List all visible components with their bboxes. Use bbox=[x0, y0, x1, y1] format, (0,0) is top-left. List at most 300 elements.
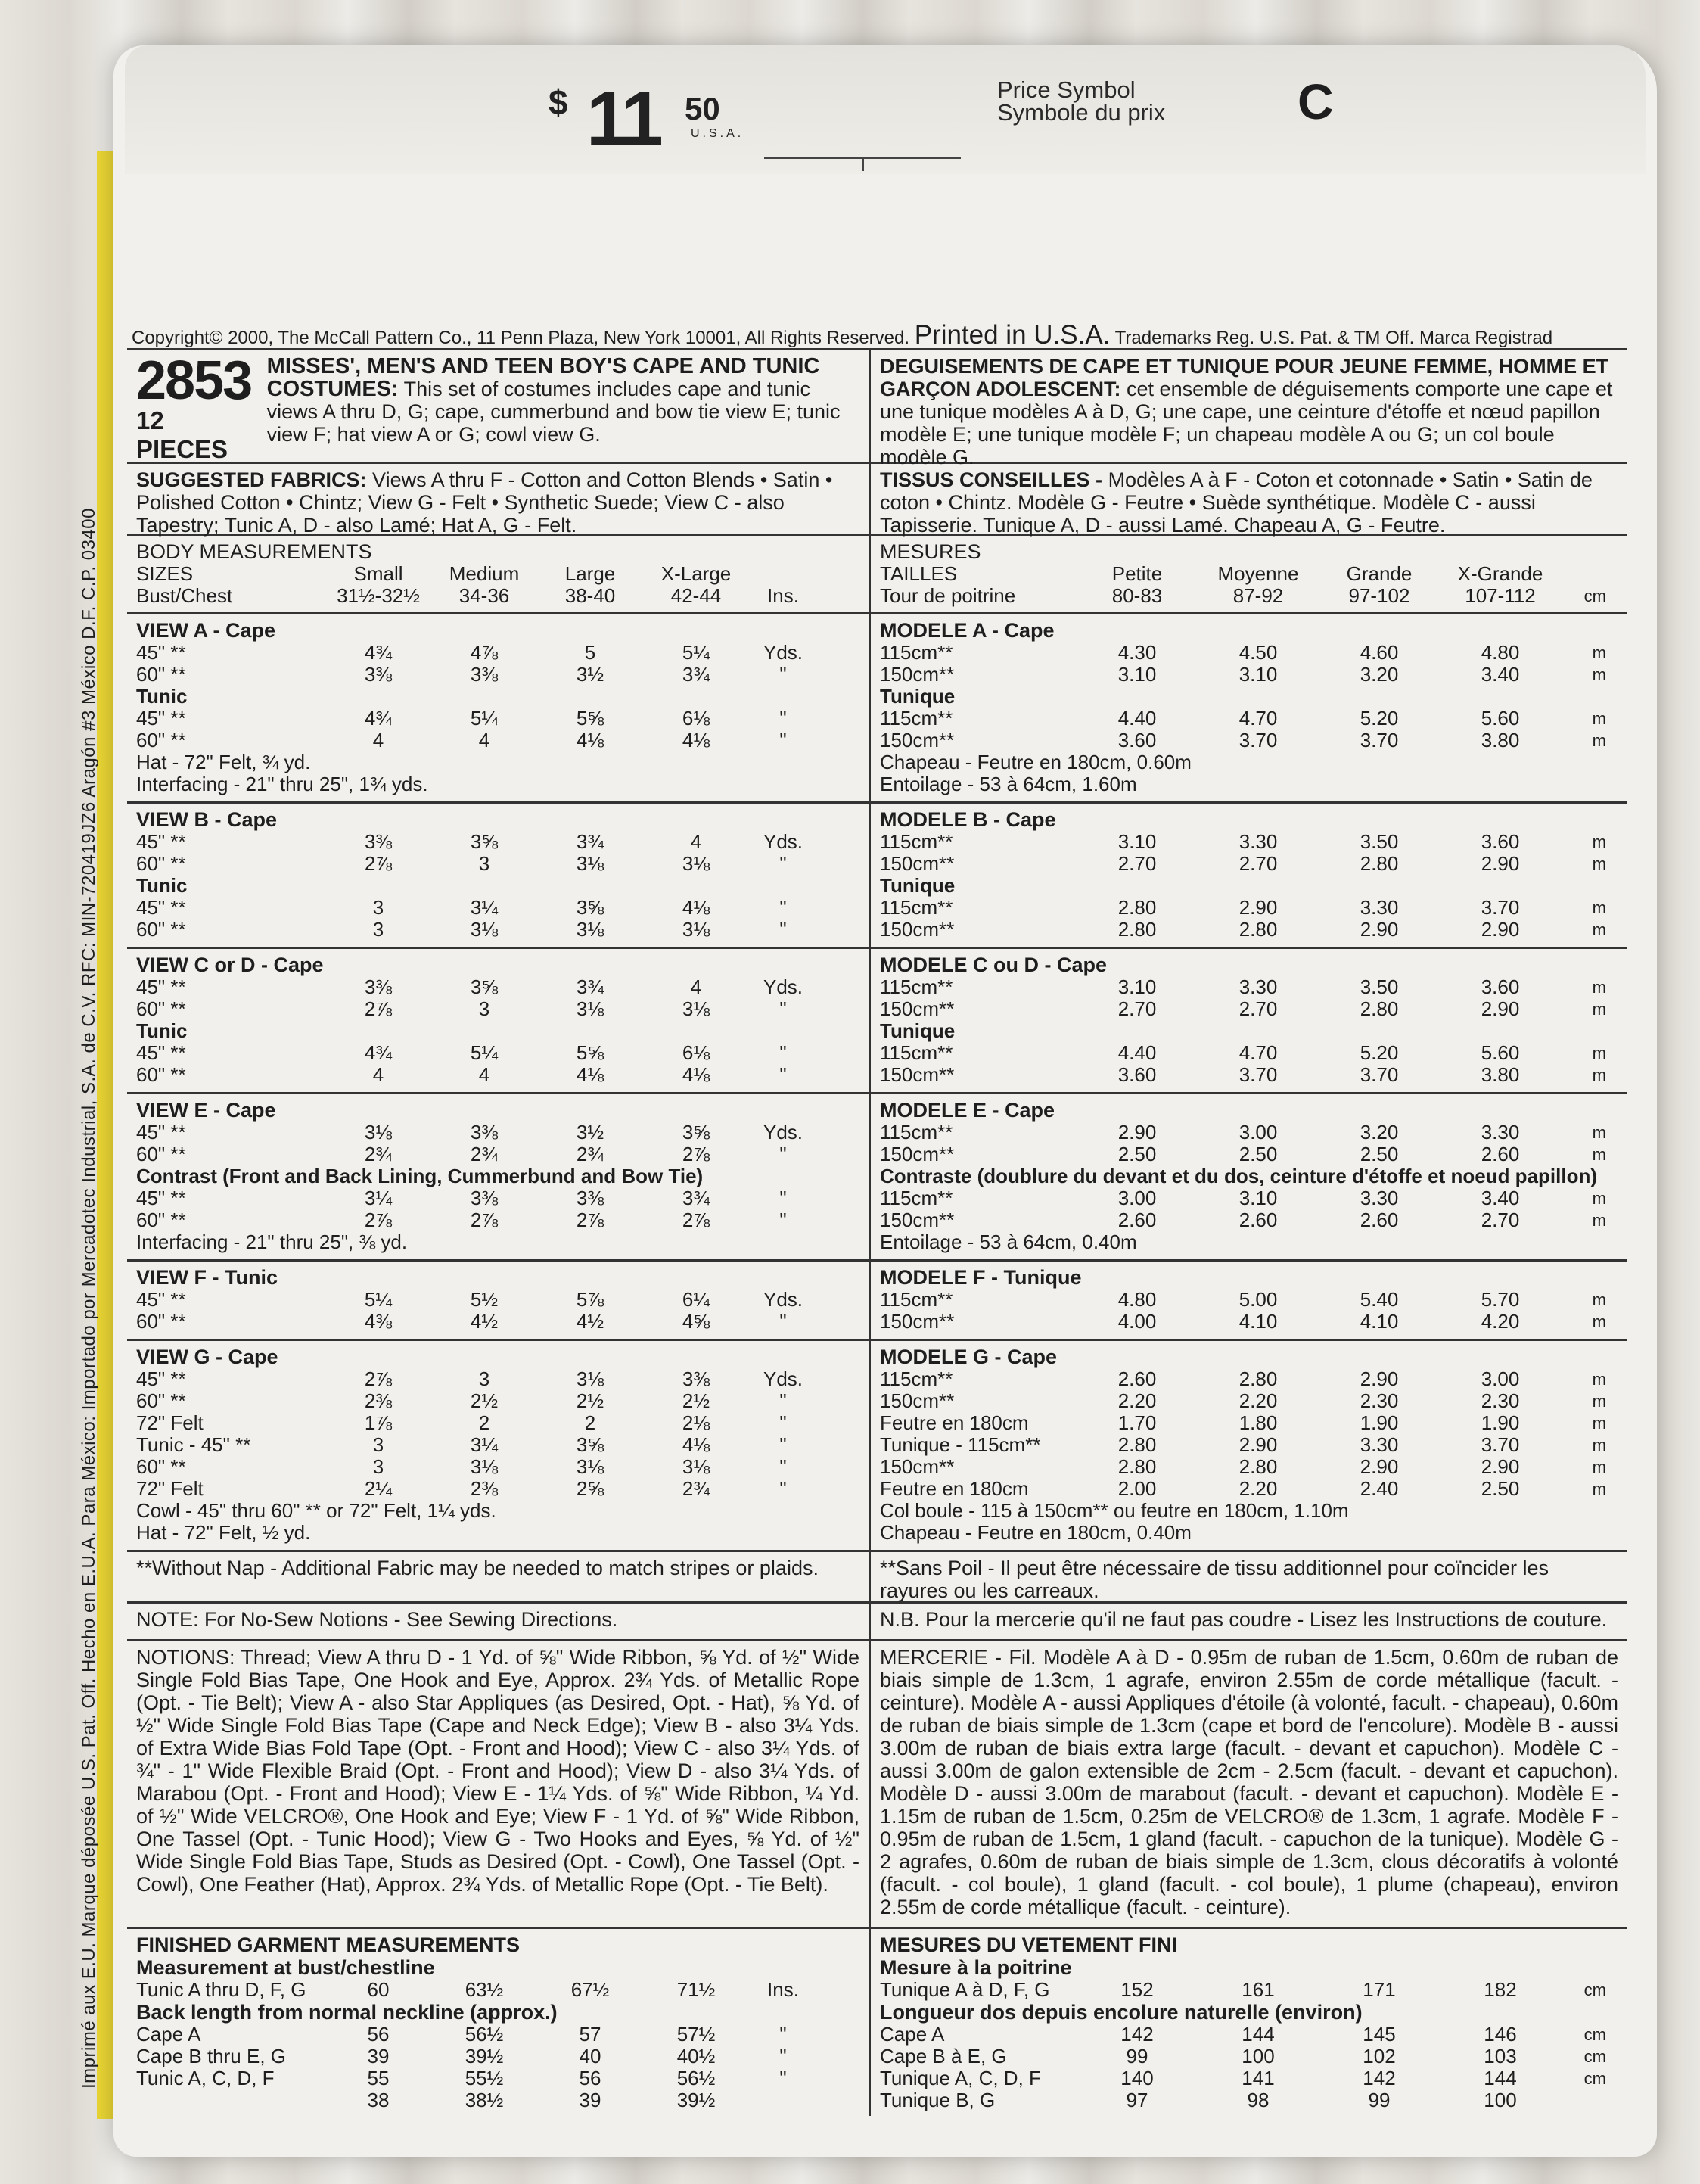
row-label: 60" ** bbox=[136, 852, 186, 875]
unit-label: Ins. bbox=[767, 584, 799, 607]
row-unit: " bbox=[779, 1455, 787, 1478]
row-value: 4.70 bbox=[1238, 707, 1278, 730]
printed-in: Printed in U.S.A. bbox=[914, 320, 1111, 350]
row-value: 3½ bbox=[576, 663, 604, 686]
row-unit: m bbox=[1592, 832, 1606, 851]
row-label: Contrast (Front and Back Lining, Cummerbund and Bow Tie) bbox=[136, 1165, 704, 1187]
row-value: 3 bbox=[372, 918, 384, 941]
row-label: 115cm** bbox=[880, 707, 953, 730]
table-row bbox=[136, 2089, 859, 2111]
table-row bbox=[880, 1390, 1618, 1412]
row-value: 39½ bbox=[465, 2045, 504, 2067]
row-value: 2⅞ bbox=[682, 1143, 710, 1165]
table-row bbox=[136, 686, 859, 708]
view-note: Entoilage - 53 à 64cm, 1.60m bbox=[880, 773, 1137, 795]
view-note: Entoilage - 53 à 64cm, 0.40m bbox=[880, 1230, 1137, 1253]
table-row bbox=[880, 1289, 1618, 1311]
row-label: 115cm** bbox=[880, 1121, 953, 1143]
row-value: 3.70 bbox=[1360, 1063, 1399, 1086]
row-unit: " bbox=[779, 1433, 787, 1456]
row-value: 4⅝ bbox=[682, 1310, 710, 1333]
row-label: 115cm** bbox=[880, 975, 953, 998]
view-block bbox=[871, 1262, 1627, 1341]
row-unit: m bbox=[1592, 1392, 1606, 1411]
row-value: 3⅜ bbox=[364, 663, 393, 686]
mesures-label: MESURES bbox=[880, 540, 981, 563]
row-value: 3 bbox=[478, 997, 490, 1020]
row-value: 3⅛ bbox=[576, 852, 604, 875]
table-row bbox=[880, 1165, 1618, 1187]
row-value: 5¼ bbox=[470, 707, 499, 730]
row-unit: m bbox=[1592, 1123, 1606, 1142]
row-unit: Yds. bbox=[763, 1367, 803, 1390]
table-row bbox=[880, 1064, 1618, 1086]
copyright-text: Copyright© 2000, The McCall Pattern Co., 11 Penn Plaza, New York 10001, All Rights Reserved. bbox=[132, 328, 910, 348]
row-value: 38½ bbox=[465, 2089, 504, 2111]
row-value: 3.30 bbox=[1481, 1121, 1520, 1143]
row-value: 2.90 bbox=[1117, 1121, 1157, 1143]
row-value: 2.80 bbox=[1238, 918, 1278, 941]
row-unit: " bbox=[779, 2045, 787, 2067]
row-value: 2½ bbox=[682, 1389, 710, 1412]
row-value: 3⅜ bbox=[576, 1187, 604, 1209]
row-unit: m bbox=[1592, 920, 1606, 939]
table-row bbox=[136, 1979, 859, 2001]
row-unit: m bbox=[1592, 1044, 1606, 1062]
table-row bbox=[880, 708, 1618, 730]
view-block bbox=[127, 614, 869, 804]
view-block bbox=[871, 804, 1627, 949]
row-value: 2.40 bbox=[1360, 1477, 1399, 1500]
row-label: 72" Felt bbox=[136, 1477, 204, 1500]
row-value: 161 bbox=[1242, 1978, 1275, 2001]
row-value: 6⅛ bbox=[682, 1041, 710, 1064]
row-value: 3.00 bbox=[1117, 1187, 1157, 1209]
row-label: Tunic bbox=[136, 1019, 188, 1042]
row-unit: m bbox=[1592, 1370, 1606, 1389]
row-unit: Yds. bbox=[763, 1288, 803, 1311]
row-value: 5.20 bbox=[1360, 707, 1399, 730]
row-value: 3 bbox=[478, 1367, 490, 1390]
row-label: Tunic A, C, D, F bbox=[136, 2067, 275, 2089]
row-value: 3.30 bbox=[1238, 830, 1278, 853]
fabrics-en: Views A thru F - Cotton and Cotton Blends • Satin • Polished Cotton • Chintz; View G - Felt • Synthetic Suede; View C - also Tapestry; Tunic A, D - also Lamé; Hat A, G - Felt. bbox=[136, 468, 833, 537]
row-value: 2.80 bbox=[1117, 1433, 1157, 1456]
row-value: 4.40 bbox=[1117, 1041, 1157, 1064]
fabrics-label-en: SUGGESTED FABRICS: bbox=[136, 468, 367, 491]
table-row bbox=[880, 897, 1618, 919]
row-label: 45" ** bbox=[136, 1187, 186, 1209]
row-value: 1.80 bbox=[1238, 1411, 1278, 1434]
row-value: 2.80 bbox=[1238, 1455, 1278, 1478]
view-title: VIEW B - Cape bbox=[136, 808, 278, 831]
copyright-line bbox=[132, 320, 1552, 350]
row-unit: m bbox=[1592, 854, 1606, 873]
row-value: 2.80 bbox=[1117, 918, 1157, 941]
table-row bbox=[136, 1311, 859, 1333]
row-unit: " bbox=[779, 1477, 787, 1500]
row-label: 115cm** bbox=[880, 896, 953, 919]
row-value: 5⅞ bbox=[576, 1288, 604, 1311]
bust-value: 42-44 bbox=[670, 584, 722, 607]
row-value: 2.90 bbox=[1481, 1455, 1520, 1478]
row-value: 4.70 bbox=[1238, 1041, 1278, 1064]
row-value: 99 bbox=[1126, 2045, 1148, 2067]
row-value: 56 bbox=[367, 2023, 390, 2046]
row-unit: " bbox=[779, 663, 787, 686]
table-row bbox=[880, 1209, 1618, 1231]
row-label: Tunique bbox=[880, 874, 956, 897]
table-row bbox=[136, 708, 859, 730]
table-row bbox=[136, 831, 859, 853]
finished-sub2-fr: Longueur dos depuis encolure naturelle (environ) bbox=[880, 2001, 1363, 2024]
row-value: 144 bbox=[1242, 2023, 1275, 2046]
row-value: 2⅞ bbox=[576, 1209, 604, 1231]
row-value: 1.90 bbox=[1481, 1411, 1520, 1434]
row-value: 5½ bbox=[470, 1288, 499, 1311]
without-nap: **Without Nap - Additional Fabric may be needed to match stripes or plaids. bbox=[127, 1552, 869, 1604]
unit-label: cm bbox=[1583, 586, 1606, 605]
row-value: 2.80 bbox=[1117, 896, 1157, 919]
size-name: X-Grande bbox=[1457, 562, 1543, 585]
yardage-views-en bbox=[127, 614, 869, 1552]
row-value: 56½ bbox=[465, 2023, 504, 2046]
row-value: 2.50 bbox=[1481, 1477, 1520, 1500]
fabrics-fr: Modèles A à F - Coton et cotonnade • Satin • Satin de coton • Chintz. Modèle G - Feutre • Suède synthétique. Modèle C - aussi Tapisserie. Tunique A, D - aussi Lamé. Chapeau A, G - Feutre. bbox=[880, 468, 1593, 537]
row-value: 40½ bbox=[676, 2045, 716, 2067]
row-value: 1.70 bbox=[1117, 1411, 1157, 1434]
view-block bbox=[871, 949, 1627, 1094]
view-note: Cowl - 45" thru 60" ** or 72" Felt, 1¼ yds. bbox=[136, 1499, 496, 1522]
row-value: 3⅛ bbox=[682, 918, 710, 941]
english-column bbox=[127, 348, 869, 2116]
row-label: 115cm** bbox=[880, 1187, 953, 1209]
row-label: 45" ** bbox=[136, 1288, 186, 1311]
title-en: MISSES', MEN'S AND TEEN BOY'S CAPE AND TUNIC COSTUMES: bbox=[266, 354, 820, 401]
row-label: 45" ** bbox=[136, 707, 186, 730]
row-value: 3.30 bbox=[1360, 896, 1399, 919]
row-value: 56½ bbox=[676, 2067, 716, 2089]
table-row bbox=[880, 1187, 1618, 1209]
row-value: 2.90 bbox=[1238, 1433, 1278, 1456]
row-value: 3¼ bbox=[470, 1433, 499, 1456]
row-value: 2.90 bbox=[1238, 896, 1278, 919]
table-row bbox=[880, 919, 1618, 941]
table-row bbox=[880, 1122, 1618, 1143]
table-row bbox=[136, 875, 859, 897]
table-row bbox=[880, 2024, 1618, 2046]
row-value: 4.60 bbox=[1360, 641, 1399, 664]
row-value: 3.70 bbox=[1481, 896, 1520, 919]
row-value: 4 bbox=[478, 729, 490, 751]
row-value: 146 bbox=[1484, 2023, 1517, 2046]
row-label: 115cm** bbox=[880, 1041, 953, 1064]
row-value: 5.60 bbox=[1481, 1041, 1520, 1064]
row-unit: m bbox=[1592, 1066, 1606, 1084]
row-value: 4⅛ bbox=[576, 729, 604, 751]
table-row bbox=[136, 2067, 859, 2089]
row-label: 115cm** bbox=[880, 1288, 953, 1311]
price-country: U.S.A. bbox=[691, 127, 744, 140]
row-label: Cape A bbox=[136, 2023, 201, 2046]
row-value: 55 bbox=[367, 2067, 390, 2089]
table-row bbox=[880, 2089, 1618, 2111]
table-row bbox=[136, 1368, 859, 1390]
row-value: 3⅝ bbox=[576, 1433, 604, 1456]
row-value: 3⅜ bbox=[470, 663, 499, 686]
row-value: 145 bbox=[1363, 2023, 1396, 2046]
row-value: 2.90 bbox=[1360, 1367, 1399, 1390]
row-value: 4.10 bbox=[1360, 1310, 1399, 1333]
table-row bbox=[136, 1020, 859, 1042]
bust-value: 107-112 bbox=[1465, 584, 1536, 607]
row-value: 2.20 bbox=[1238, 1477, 1278, 1500]
table-row bbox=[880, 1368, 1618, 1390]
row-label: 150cm** bbox=[880, 997, 955, 1020]
row-label: 150cm** bbox=[880, 852, 955, 875]
view-title: MODELE A - Cape bbox=[880, 619, 1055, 642]
row-label: Tunic - 45" ** bbox=[136, 1433, 251, 1456]
finished-sub1-en: Measurement at bust/chestline bbox=[136, 1956, 435, 1979]
row-label: Tunic bbox=[136, 874, 188, 897]
bust-value: 80-83 bbox=[1111, 584, 1163, 607]
row-value: 152 bbox=[1120, 1978, 1154, 2001]
row-value: 4 bbox=[372, 729, 384, 751]
row-value: 2 bbox=[478, 1411, 490, 1434]
row-value: 2⅞ bbox=[364, 1209, 393, 1231]
row-value: 5¼ bbox=[470, 1041, 499, 1064]
row-value: 142 bbox=[1363, 2067, 1396, 2089]
tailles-label: TAILLES bbox=[880, 562, 958, 585]
row-label: 45" ** bbox=[136, 830, 186, 853]
view-title: MODELE G - Cape bbox=[880, 1346, 1058, 1368]
row-value: 2.60 bbox=[1238, 1209, 1278, 1231]
row-value: 3.40 bbox=[1481, 1187, 1520, 1209]
row-unit: cm bbox=[1583, 1980, 1606, 1999]
view-block bbox=[871, 1094, 1627, 1262]
price-symbol: C bbox=[1298, 73, 1334, 129]
row-value: 2.20 bbox=[1117, 1389, 1157, 1412]
title-fr: DEGUISEMENTS DE CAPE ET TUNIQUE POUR JEUNE FEMME, HOMME ET GARÇON ADOLESCENT: bbox=[880, 355, 1609, 400]
row-unit: Yds. bbox=[763, 975, 803, 998]
row-value: 3.50 bbox=[1360, 830, 1399, 853]
flap-divider-tick bbox=[862, 157, 864, 171]
trademark-text: Trademarks Reg. U.S. Pat. & TM Off. Marca Registrad bbox=[1114, 328, 1553, 348]
row-value: 2.50 bbox=[1238, 1143, 1278, 1165]
row-value: 5⅝ bbox=[576, 707, 604, 730]
row-label: 150cm** bbox=[880, 729, 955, 751]
row-label: 60" ** bbox=[136, 1209, 186, 1231]
row-label: 150cm** bbox=[880, 663, 955, 686]
row-unit: m bbox=[1592, 1189, 1606, 1208]
view-note: Interfacing - 21" thru 25", 1¾ yds. bbox=[136, 773, 428, 795]
row-value: 2⅞ bbox=[364, 852, 393, 875]
finished-block-fr bbox=[871, 1929, 1627, 2116]
row-value: 2.90 bbox=[1360, 918, 1399, 941]
row-label: 45" ** bbox=[136, 1121, 186, 1143]
row-label: 150cm** bbox=[880, 1063, 955, 1086]
price-symbol-label bbox=[997, 76, 1166, 126]
size-name: Medium bbox=[449, 562, 520, 585]
view-note: Hat - 72" Felt, ¾ yd. bbox=[136, 751, 311, 773]
row-label: 150cm** bbox=[880, 918, 955, 941]
row-value: 4⅛ bbox=[576, 1063, 604, 1086]
row-value: 4½ bbox=[470, 1310, 499, 1333]
table-row bbox=[880, 1311, 1618, 1333]
size-name: X-Large bbox=[660, 562, 732, 585]
yardage-views-fr bbox=[871, 614, 1627, 1552]
finished-rows2-en bbox=[136, 2024, 859, 2111]
row-value: 40 bbox=[579, 2045, 601, 2067]
row-value: 4¾ bbox=[364, 707, 393, 730]
fabrics-block-fr bbox=[871, 464, 1627, 536]
price-main: 11 bbox=[586, 76, 660, 161]
row-label: 45" ** bbox=[136, 1041, 186, 1064]
view-title: VIEW G - Cape bbox=[136, 1346, 278, 1368]
size-name: Grande bbox=[1346, 562, 1413, 585]
row-value: 56 bbox=[579, 2067, 601, 2089]
row-value: 2.60 bbox=[1117, 1209, 1157, 1231]
finished-title-fr: MESURES DU VETEMENT FINI bbox=[880, 1934, 1178, 1956]
row-unit: " bbox=[779, 852, 787, 875]
row-label: 150cm** bbox=[880, 1143, 955, 1165]
row-unit: m bbox=[1592, 1000, 1606, 1019]
view-title: MODELE C ou D - Cape bbox=[880, 954, 1108, 976]
row-value: 2.80 bbox=[1117, 1455, 1157, 1478]
table-row bbox=[880, 642, 1618, 664]
row-value: 3⅛ bbox=[576, 997, 604, 1020]
row-label: 150cm** bbox=[880, 1209, 955, 1231]
size-header-en bbox=[127, 536, 869, 614]
price-cents: 50 bbox=[685, 91, 720, 126]
sizes-label: SIZES bbox=[136, 562, 194, 585]
row-label: 115cm** bbox=[880, 641, 953, 664]
table-row bbox=[880, 831, 1618, 853]
row-label: 60" ** bbox=[136, 1143, 186, 1165]
row-value: 3⅜ bbox=[364, 830, 393, 853]
description-fr: cet ensemble de déguisements comporte une cape et une tunique modèles A à D, G; une cape, une ceinture d'étoffe et nœud papillon modèle E; une tunique modèle F; un chapeau modèle A ou G; un col boule modèle G. bbox=[880, 378, 1613, 468]
row-unit: Yds. bbox=[763, 641, 803, 664]
row-unit: " bbox=[779, 1209, 787, 1231]
row-value: 3.60 bbox=[1481, 830, 1520, 853]
row-label: Cape B thru E, G bbox=[136, 2045, 286, 2067]
row-unit: " bbox=[779, 1187, 787, 1209]
table-row bbox=[880, 1042, 1618, 1064]
row-label: 72" Felt bbox=[136, 1411, 204, 1434]
view-note: Chapeau - Feutre en 180cm, 0.40m bbox=[880, 1521, 1192, 1544]
envelope-flap bbox=[125, 45, 1646, 174]
row-unit: m bbox=[1592, 1290, 1606, 1309]
row-value: 142 bbox=[1120, 2023, 1154, 2046]
row-value: 5.20 bbox=[1360, 1041, 1399, 1064]
row-label: Tunique A à D, F, G bbox=[880, 1978, 1050, 2001]
row-label: Tunique - 115cm** bbox=[880, 1433, 1041, 1456]
header-block-en bbox=[127, 350, 869, 464]
table-row bbox=[136, 1064, 859, 1086]
row-value: 3.60 bbox=[1117, 1063, 1157, 1086]
row-value: 4⅞ bbox=[470, 641, 499, 664]
view-title: VIEW C or D - Cape bbox=[136, 954, 324, 976]
row-value: 5¼ bbox=[364, 1288, 393, 1311]
row-value: 97 bbox=[1126, 2089, 1148, 2111]
row-unit: m bbox=[1592, 1414, 1606, 1433]
row-value: 67½ bbox=[570, 1978, 610, 2001]
note-en: NOTE: For No-Sew Notions - See Sewing Directions. bbox=[127, 1604, 869, 1641]
row-value: 4¾ bbox=[364, 1041, 393, 1064]
finished-block-en bbox=[127, 1929, 869, 2116]
table-row bbox=[880, 1020, 1618, 1042]
sans-poil: **Sans Poil - Il peut être nécessaire de tissu additionnel pour coïncider les rayures ou les carreaux. bbox=[871, 1552, 1627, 1604]
bust-value: 87-92 bbox=[1232, 584, 1284, 607]
row-value: 144 bbox=[1484, 2067, 1517, 2089]
row-value: 4⅛ bbox=[682, 1433, 710, 1456]
row-value: 2⅞ bbox=[470, 1209, 499, 1231]
row-value: 3¼ bbox=[364, 1187, 393, 1209]
row-label: Tunique bbox=[880, 1019, 956, 1042]
row-value: 2.90 bbox=[1481, 918, 1520, 941]
view-title: VIEW F - Tunic bbox=[136, 1266, 278, 1289]
table-row bbox=[136, 730, 859, 751]
table-row bbox=[880, 875, 1618, 897]
row-value: 3.10 bbox=[1117, 663, 1157, 686]
row-value: 2¾ bbox=[576, 1143, 604, 1165]
row-label: 150cm** bbox=[880, 1389, 955, 1412]
view-note: Interfacing - 21" thru 25", ⅜ yd. bbox=[136, 1230, 408, 1253]
row-value: 2⅛ bbox=[682, 1411, 710, 1434]
row-unit: Ins. bbox=[767, 1978, 799, 2001]
row-label: Feutre en 180cm bbox=[880, 1411, 1029, 1434]
row-unit: " bbox=[779, 2023, 787, 2046]
bust-value: 97-102 bbox=[1348, 584, 1410, 607]
row-value: 2.00 bbox=[1117, 1477, 1157, 1500]
row-value: 3.30 bbox=[1360, 1187, 1399, 1209]
fabrics-label-fr: TISSUS CONSEILLES - bbox=[880, 468, 1103, 491]
row-value: 3⅜ bbox=[364, 975, 393, 998]
table-row bbox=[136, 1165, 859, 1187]
row-value: 3.00 bbox=[1238, 1121, 1278, 1143]
table-row bbox=[880, 998, 1618, 1020]
size-name: Petite bbox=[1111, 562, 1163, 585]
row-unit: m bbox=[1592, 709, 1606, 728]
row-value: 2.70 bbox=[1481, 1209, 1520, 1231]
row-value: 1⅞ bbox=[364, 1411, 393, 1434]
row-value: 2⅜ bbox=[470, 1477, 499, 1500]
price-symbol-fr: Symbole du prix bbox=[997, 99, 1166, 126]
row-unit: " bbox=[779, 1063, 787, 1086]
row-value: 5⅝ bbox=[576, 1041, 604, 1064]
row-value: 4 bbox=[690, 830, 702, 853]
row-label: 60" ** bbox=[136, 1455, 186, 1478]
mercerie: MERCERIE - Fil. Modèle A à D - 0.95m de ruban de 1.5cm, 0.60m de ruban de biais simple de 1.3cm, 1 agrafe, environ 2.55m de corde métallique (facult. - ceinture). Modèle A - aussi Appliques d'étoile (à volonté, facult. - chapeau), 0.60m de ruban de biais simple de 1.3cm (cape et bord de l'encolure). Modèle B - aussi 3.00m de ruban de biais extra large (facult. - devant et capuchon). Modèle C - aussi 3.00m de galon extensible de 2cm - 2.5cm (facult. - devant et capuchon). Modèle D - aussi 3.00m de marabout (facult. - devant et capuchon). Modèle E - 1.15m de ruban de 1.5cm, 0.25m de VELCRO® de 1.3cm, 1 agrafe. Modèle F - 0.95m de ruban de 1.5cm, 1 gland (facult. - capuchon de la tunique). Modèle G - 2 agrafes, 0.60m de ruban de biais simple de 1.3cm, clous décoratifs à volonté (facult. - col boule), 1 gland (facult. - col boule), 1 plume (chapeau), environ 2.55m de corde métallique (facult. - ceinture). bbox=[871, 1641, 1627, 1929]
row-value: 2.90 bbox=[1360, 1455, 1399, 1478]
view-block bbox=[871, 1341, 1627, 1552]
finished-sub1-fr: Mesure à la poitrine bbox=[880, 1956, 1072, 1979]
row-value: 3.10 bbox=[1238, 1187, 1278, 1209]
row-label: 60" ** bbox=[136, 1389, 186, 1412]
row-value: 2.80 bbox=[1360, 997, 1399, 1020]
row-value: 2.60 bbox=[1360, 1209, 1399, 1231]
row-label: 115cm** bbox=[880, 830, 953, 853]
table-row bbox=[136, 897, 859, 919]
row-value: 3.40 bbox=[1481, 663, 1520, 686]
row-unit: m bbox=[1592, 1312, 1606, 1331]
size-name: Small bbox=[353, 562, 403, 585]
row-value: 2.60 bbox=[1481, 1143, 1520, 1165]
row-value: 2⅜ bbox=[364, 1389, 393, 1412]
price-symbol-en: Price Symbol bbox=[997, 76, 1136, 103]
side-legal-text: Imprimé aux E.U. Marque déposée U.S. Pat. Off. Hecho en E.U.A. Para México: Importado por Mercadotec Industrial, S.A. de C.V. RFC: MIN-720419JZ6 Aragón #3 México D.F. C.P. 03400 bbox=[79, 508, 99, 2089]
row-label bbox=[136, 2089, 325, 2111]
